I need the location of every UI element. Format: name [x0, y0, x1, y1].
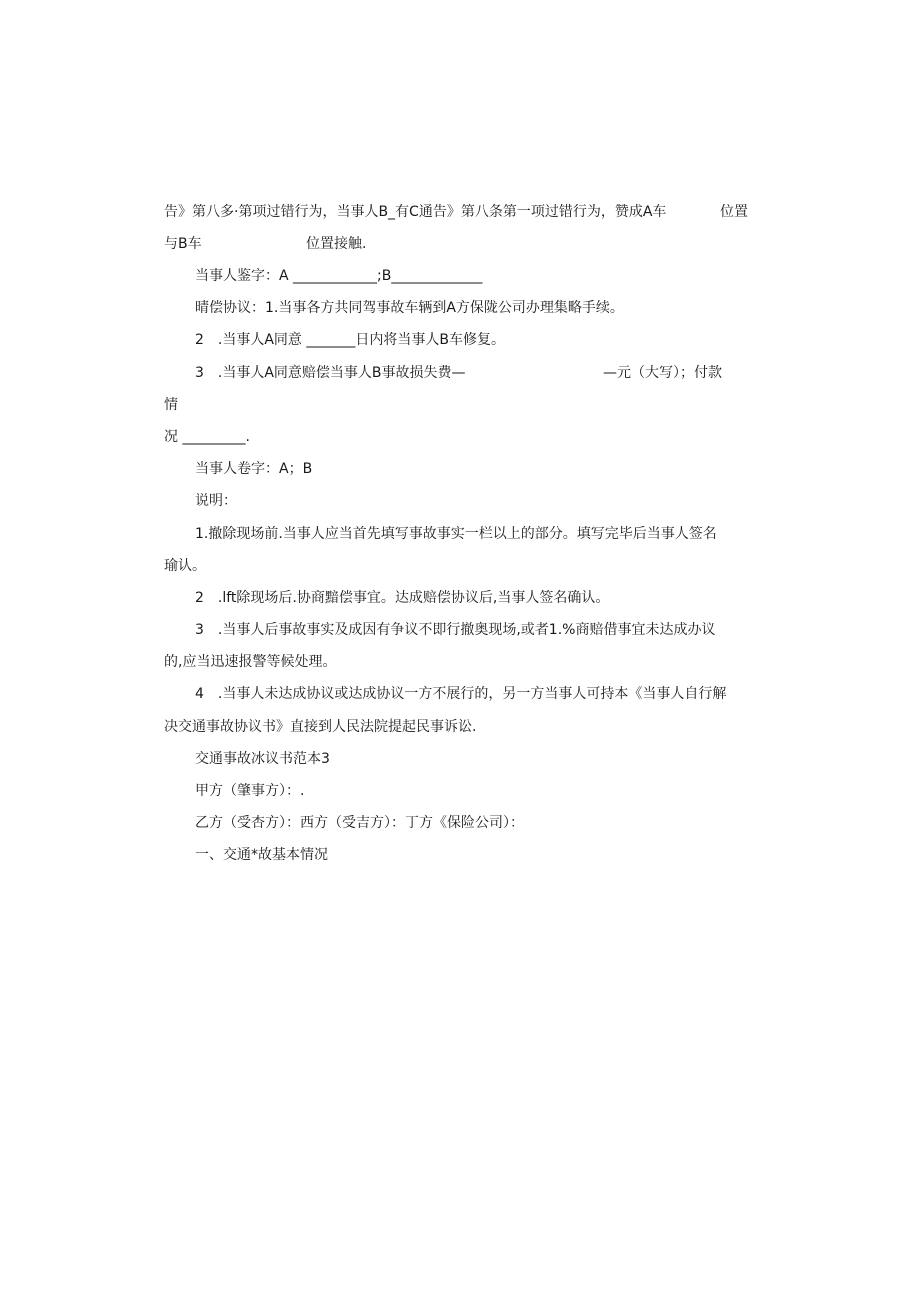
party-b-c-d-line: 乙方（受杏方）：西方（受吉方）：丁方《保险公司）：	[195, 815, 524, 831]
agreement-item-2: 2 .当事人A同意 _______日内将当事人B车修复。	[195, 332, 505, 348]
text-line-1: 告》第八多·第项过错行为，当事人B_有C通告》第八条第一项过错行为，赞成A车	[164, 204, 667, 220]
payment-line-1: 情	[164, 397, 178, 413]
party-a-line: 甲方（肇事方）：.	[195, 783, 305, 799]
signature-line-2: 当事人卷字：A；B	[195, 461, 313, 477]
section-one-heading: 一、交通*故基本情况	[195, 847, 328, 863]
text-line-2: 与B车	[164, 236, 202, 252]
template-title: 交通事故冰议书范本3	[195, 751, 330, 767]
notes-heading: 说明：	[195, 493, 237, 509]
note-3-line-1: 3 .当事人后事故事实及成因有争议不即行撤奥现场,或者1.%商赔借事宜未达成办议	[195, 622, 716, 638]
agreement-item-3: 3 .当事人A同意赔偿当事人B事故损失费—	[195, 365, 466, 381]
text-line-2-right: 位置接触.	[306, 236, 367, 252]
payment-line-2: 况 _________.	[164, 429, 250, 445]
note-1-line-2: 瑜认。	[164, 558, 206, 574]
note-2: 2 .lft除现场后.协商黯偿事宜。达成赔偿协议后,当事人签名确认。	[195, 590, 610, 606]
note-4-line-1: 4 .当事人未达成协议或达成协议一方不展行的，另一方当事人可持本《当事人自行解	[195, 686, 727, 702]
text-line-1-right: 位置	[720, 204, 748, 220]
note-4-line-2: 决交通事故协议书》直接到人民法院提起民事诉讼.	[164, 719, 477, 735]
signature-line-1: 当事人鉴字：A ____________;B_____________	[195, 268, 483, 284]
agreement-line: 晴偿协议：1.当事各方共同驾事故车辆到A方保陇公司办理集略手续。	[195, 300, 624, 316]
agreement-item-3-right: —元（大写）；付款	[603, 365, 722, 381]
note-1-line-1: 1.撤除现场前.当事人应当首先填写事故事实一栏以上的部分。填写完毕后当事人签名	[195, 526, 717, 542]
note-3-line-2: 的,应当迅速报警等候处理。	[164, 654, 337, 670]
